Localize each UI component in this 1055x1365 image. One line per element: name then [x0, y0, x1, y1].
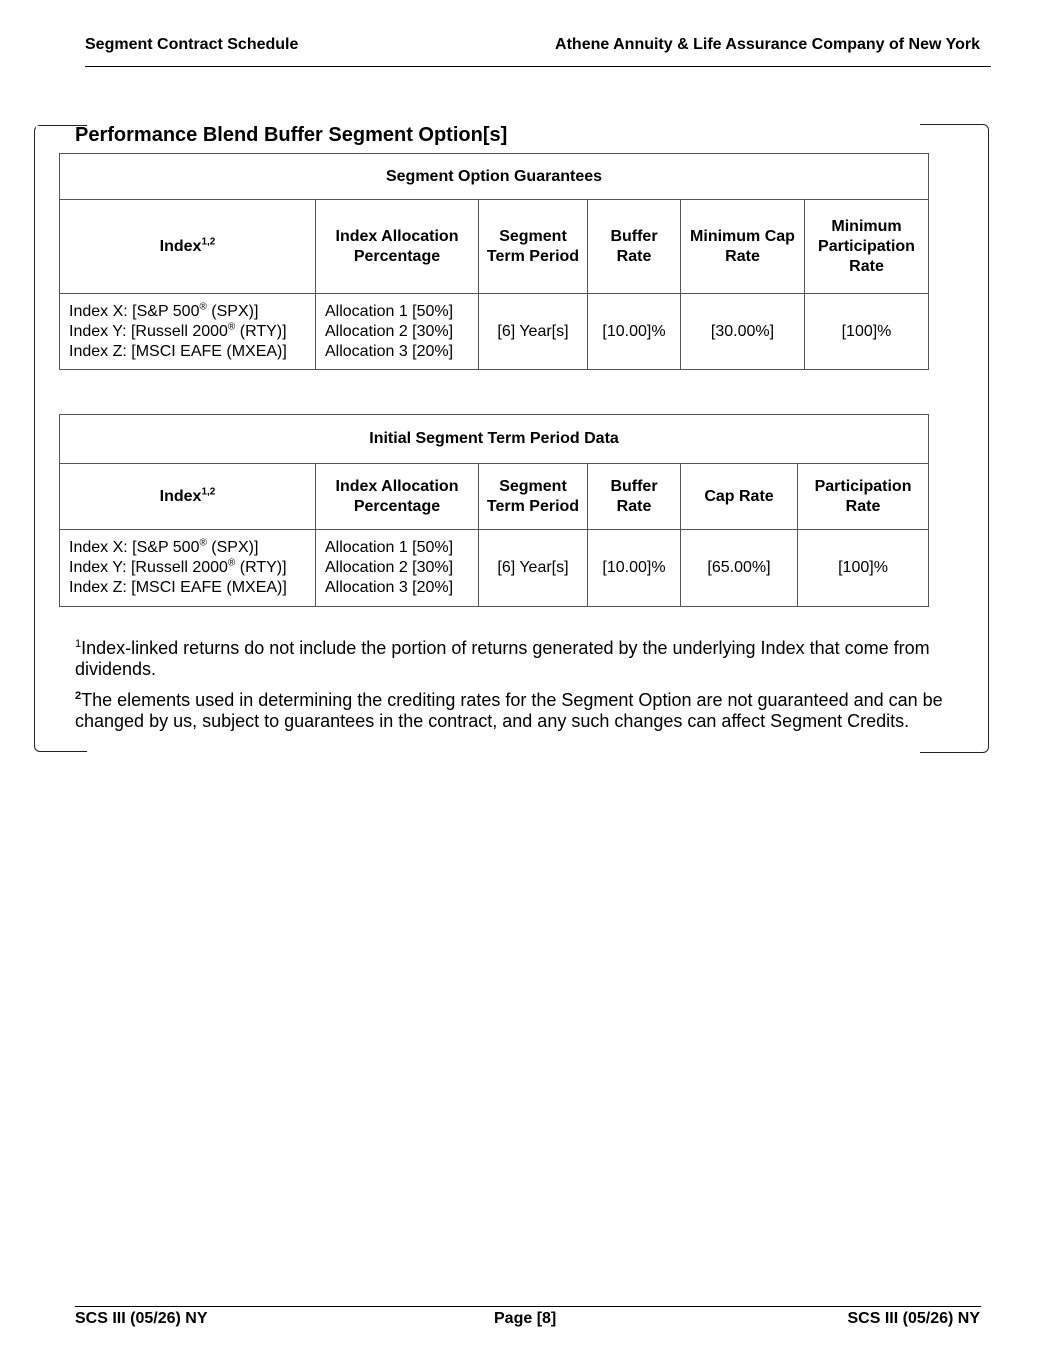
cap-cell: [65.00%] [681, 530, 798, 607]
table-title: Segment Option Guarantees [60, 154, 929, 200]
col-index: Index$^{1,2}$ [60, 200, 316, 294]
term-cell: [6] Year[s] [479, 530, 588, 607]
initial-data-table [59, 414, 929, 607]
col-buffer: Buffer Rate [588, 464, 681, 530]
table-row [60, 294, 929, 370]
footer-right: SCS III (05/26) NY [847, 1310, 980, 1327]
col-allocation: Index Allocation Percentage [316, 200, 479, 294]
footer-rule [75, 1306, 981, 1307]
header-left: Segment Contract Schedule [85, 36, 299, 53]
buffer-cell: [10.00]% [588, 530, 681, 607]
allocation-cell: Allocation 1 [50%] Allocation 2 [30%] Allocation 3 [20%] [316, 294, 479, 370]
header-right: Athene Annuity & Life Assurance Company of New York [555, 36, 980, 53]
index-cell: Index X: [S&P 500® (SPX)] Index Y: [Russell 2000® (RTY)] Index Z: [MSCI EAFE (MXEA)] [60, 530, 316, 607]
table-row [60, 530, 929, 607]
participation-cell: [100]% [798, 530, 929, 607]
table-title: Initial Segment Term Period Data [60, 415, 929, 464]
footnote-1: $^1$Index-linked returns do not include the portion of returns generated by the underlying Index that come from dividends. [75, 638, 930, 679]
page-number: Page [8] [494, 1310, 557, 1327]
col-cap: Cap Rate [681, 464, 798, 530]
footer-left: SCS III (05/26) NY [75, 1310, 208, 1327]
guarantees-table [59, 153, 929, 370]
col-cap: Minimum Cap Rate [681, 200, 805, 294]
col-participation: Participation Rate [798, 464, 929, 530]
footnote-2: $^2$The elements used in determining the crediting rates for the Segment Option are not guaranteed and can be changed by us, subject to guarantees in the contract, and any such changes can affect Segment Credits. [75, 690, 943, 731]
col-term: Segment Term Period [479, 200, 588, 294]
section-title: Performance Blend Buffer Segment Option[s] [75, 124, 508, 146]
col-term: Segment Term Period [479, 464, 588, 530]
col-allocation: Index Allocation Percentage [316, 464, 479, 530]
buffer-cell: [10.00]% [588, 294, 681, 370]
column-headers [60, 200, 929, 294]
cap-cell: [30.00%] [681, 294, 805, 370]
allocation-cell: Allocation 1 [50%] Allocation 2 [30%] Allocation 3 [20%] [316, 530, 479, 607]
col-participation: Minimum Participation Rate [805, 200, 929, 294]
index-cell: Index X: [S&P 500® (SPX)] Index Y: [Russell 2000® (RTY)] Index Z: [MSCI EAFE (MXEA)] [60, 294, 316, 370]
col-index: Index$^{1,2}$ [60, 464, 316, 530]
term-cell: [6] Year[s] [479, 294, 588, 370]
header-rule [85, 66, 991, 67]
col-buffer: Buffer Rate [588, 200, 681, 294]
column-headers [60, 464, 929, 530]
participation-cell: [100]% [805, 294, 929, 370]
